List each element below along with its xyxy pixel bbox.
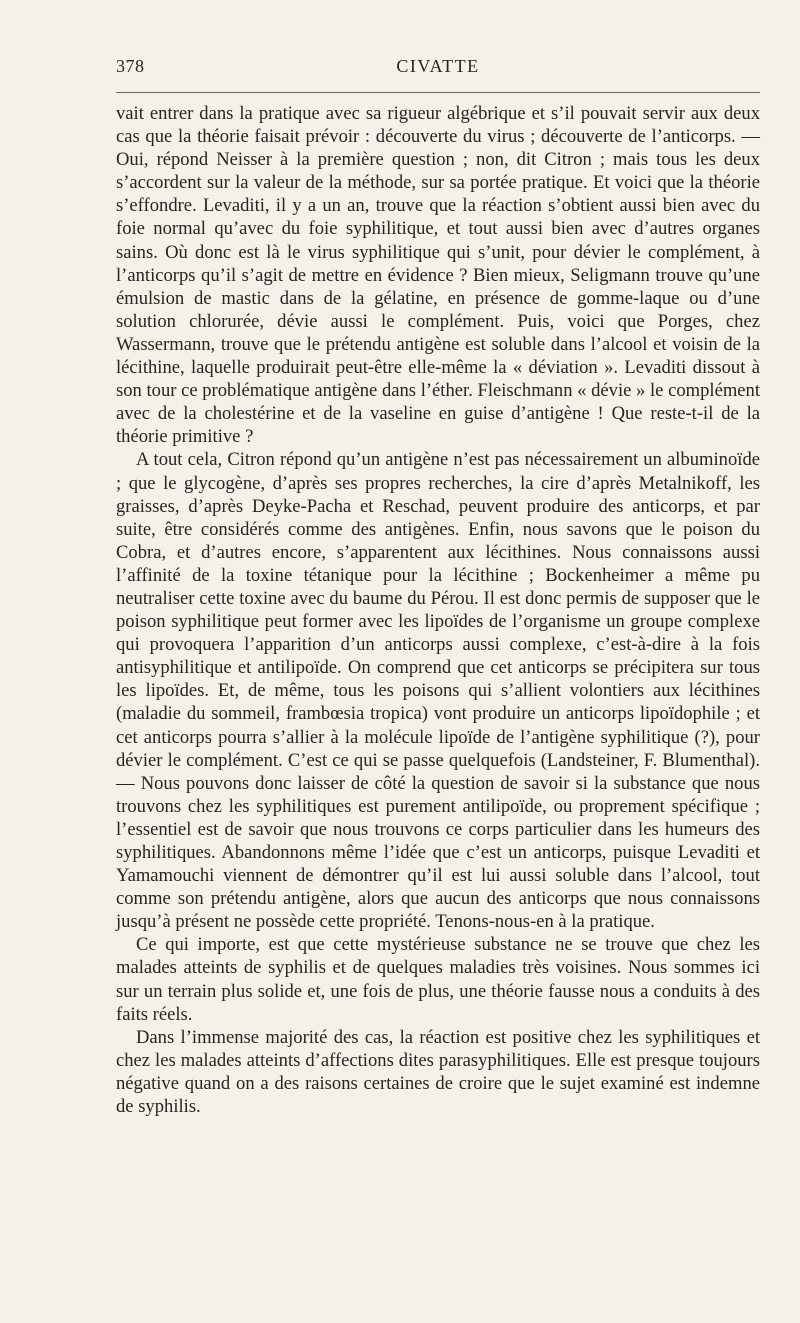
paragraph: Ce qui importe, est que cette mystérieuse substance ne se trouve que chez les malades atteints de syphilis et de quelques maladies très voisines. Nous sommes ici sur un terrain plus solide et, une fois de plus, une théorie fausse nous a conduits à des faits réels. (116, 934, 760, 1025)
body-text (116, 102, 760, 1118)
running-head (116, 56, 760, 80)
paragraph-continued: vait entrer dans la pratique avec sa rigueur algébrique et s’il pouvait servir aux deux cas que la théorie faisait prévoir : découverte du virus ; découverte de l’anticorps. — Oui, répond Neisser à la première question ; non, dit Citron ; mais tous les deux s’accordent sur la valeur de la méthode, sur sa portée pratique. Et voici que la théorie s’effondre. Levaditi, il y a un an, trouve que la réaction s’obtient aussi bien avec du foie normal qu’avec du foie syphilitique, et tout aussi bien avec d’autres organes sains. Où donc est là le virus syphilitique qui s’unit, pour dévier le complément, à l’anticorps qu’il s’agit de mettre en évidence ? Bien mieux, Seligmann trouve qu’une émulsion de mastic dans de la gélatine, en présence de gomme-laque ou d’une solution chlorurée, dévie aussi le complément. Puis, voici que Porges, chez Wassermann, trouve que le prétendu antigène est soluble dans l’alcool et voisin de la lécithine, laquelle produirait peut-être elle-même la « déviation ». Levaditi dissout à son tour ce problématique antigène dans l’éther. Fleischmann « dévie » le complément avec de la cholestérine et de la vaseline en guise d’antigène ! Que reste-t-il de la théorie primitive ? (116, 103, 760, 448)
paragraph: A tout cela, Citron répond qu’un antigène n’est pas nécessairement un albuminoïde ; que le glycogène, d’après ses propres recherches, la cire d’après Metalnikoff, les graisses, d’après Deyke-Pacha et Reschad, peuvent produire des anticorps, et par suite, être considérés comme des antigènes. Enfin, nous savons que le poison du Cobra, et d’autres encore, s’apparentent aux lécithines. Nous connaissons aussi l’affinité de la toxine tétanique pour la lécithine ; Bockenheimer a même pu neutraliser cette toxine avec du baume du Pérou. Il est donc permis de supposer que le poison syphilitique peut former avec les lipoïdes de l’organisme un groupe complexe qui provoquera l’apparition d’un anticorps aussi complexe, c’est-à-dire à la fois antisyphilitique et antilipoïde. On comprend que cet anticorps se précipitera sur tous les lipoïdes. Et, de même, tous les poisons qui s’allient volontiers aux lécithines (maladie du sommeil, frambœsia tropica) vont produire un anticorps lipoïdophile ; et cet anticorps pourra s’allier à la molécule lipoïde de l’antigène syphilitique (?), pour dévier le complément. C’est ce qui se passe quelquefois (Landsteiner, F. Blumenthal). — Nous pouvons donc laisser de côté la question de savoir si la substance que nous trouvons chez les syphilitiques est purement antilipoïde, ou proprement spécifique ; l’essentiel est de savoir que nous trouvons ce corps particulier dans les humeurs des syphilitiques. Abandonnons même l’idée que c’est un anticorps, puisque Levaditi et Yamamouchi viennent de démontrer qu’il est lui aussi soluble dans l’alcool, tout comme son prétendu antigène, alors que aucun des anticorps que nous connaissons jusqu’à présent ne possède cette propriété. Tenons-nous-en à la pratique. (116, 449, 760, 933)
page-number: 378 (116, 56, 145, 76)
paragraph: Dans l’immense majorité des cas, la réaction est positive chez les syphilitiques et chez les malades atteints d’affections dites parasyphilitiques. Elle est presque toujours négative quand on a des raisons certaines de croire que le sujet examiné est indemne de syphilis. (116, 1026, 760, 1118)
running-title: CIVATTE (396, 56, 480, 76)
header-rule (116, 92, 760, 93)
